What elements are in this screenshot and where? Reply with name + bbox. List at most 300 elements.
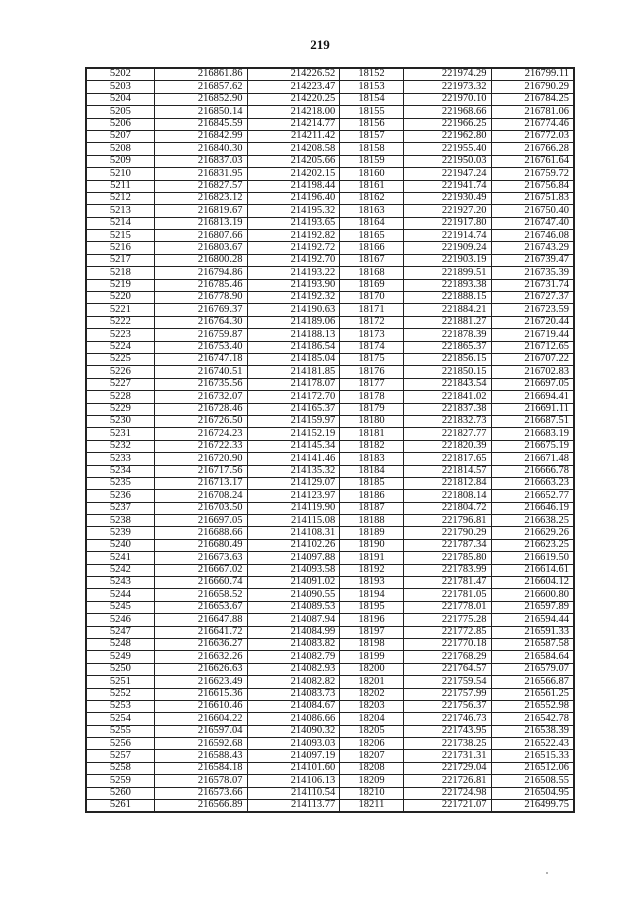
table-row [86,638,574,650]
point-id-a-cell: 5208 [86,143,154,155]
point-id-b-cell: 18182 [340,440,403,452]
y-coordinate-b-cell: 216552.98 [491,700,574,712]
point-id-b-cell: 18202 [340,688,403,700]
x-coordinate-a-cell: 216673.63 [154,552,247,564]
x-coordinate-b-cell: 221772.85 [403,626,491,638]
y-coordinate-a-cell: 214123.97 [247,490,340,502]
x-coordinate-b-cell: 221778.01 [403,601,491,613]
x-coordinate-b-cell: 221775.28 [403,614,491,626]
y-coordinate-b-cell: 216772.03 [491,130,574,142]
x-coordinate-b-cell: 221856.15 [403,353,491,365]
x-coordinate-a-cell: 216726.50 [154,415,247,427]
x-coordinate-b-cell: 221914.74 [403,230,491,242]
point-id-a-cell: 5256 [86,738,154,750]
y-coordinate-b-cell: 216614.61 [491,564,574,576]
y-coordinate-a-cell: 214220.25 [247,93,340,105]
x-coordinate-a-cell: 216647.88 [154,614,247,626]
y-coordinate-b-cell: 216712.65 [491,341,574,353]
y-coordinate-b-cell: 216604.12 [491,577,574,589]
y-coordinate-b-cell: 216538.39 [491,725,574,737]
point-id-b-cell: 18201 [340,676,403,688]
table-row [86,626,574,638]
y-coordinate-a-cell: 214218.00 [247,106,340,118]
x-coordinate-a-cell: 216713.17 [154,477,247,489]
y-coordinate-a-cell: 214082.79 [247,651,340,663]
table-row [86,477,574,489]
table-row [86,242,574,254]
table-row [86,254,574,266]
y-coordinate-b-cell: 216687.51 [491,415,574,427]
y-coordinate-b-cell: 216774.46 [491,118,574,130]
x-coordinate-a-cell: 216831.95 [154,168,247,180]
y-coordinate-b-cell: 216743.29 [491,242,574,254]
x-coordinate-b-cell: 221899.51 [403,267,491,279]
point-id-a-cell: 5253 [86,700,154,712]
table-row [86,738,574,750]
y-coordinate-b-cell: 216623.25 [491,539,574,551]
x-coordinate-b-cell: 221812.84 [403,477,491,489]
table-row [86,217,574,229]
x-coordinate-a-cell: 216728.46 [154,403,247,415]
x-coordinate-b-cell: 221796.81 [403,515,491,527]
x-coordinate-b-cell: 221947.24 [403,168,491,180]
point-id-b-cell: 18195 [340,601,403,613]
y-coordinate-a-cell: 214193.65 [247,217,340,229]
y-coordinate-a-cell: 214141.46 [247,453,340,465]
point-id-b-cell: 18208 [340,762,403,774]
table-row [86,415,574,427]
table-row [86,118,574,130]
y-coordinate-a-cell: 214193.22 [247,267,340,279]
table-row [86,292,574,304]
table-row [86,564,574,576]
point-id-b-cell: 18176 [340,366,403,378]
x-coordinate-b-cell: 221884.21 [403,304,491,316]
y-coordinate-a-cell: 214101.60 [247,762,340,774]
x-coordinate-a-cell: 216724.23 [154,428,247,440]
table-row [86,391,574,403]
point-id-a-cell: 5217 [86,254,154,266]
point-id-b-cell: 18173 [340,329,403,341]
table-row [86,329,574,341]
x-coordinate-b-cell: 221973.32 [403,81,491,93]
point-id-b-cell: 18164 [340,217,403,229]
coordinates-table [85,67,575,813]
x-coordinate-b-cell: 221781.47 [403,577,491,589]
y-coordinate-a-cell: 214091.02 [247,577,340,589]
point-id-b-cell: 18175 [340,353,403,365]
point-id-a-cell: 5204 [86,93,154,105]
x-coordinate-b-cell: 221893.38 [403,279,491,291]
point-id-a-cell: 5238 [86,515,154,527]
y-coordinate-a-cell: 214090.55 [247,589,340,601]
y-coordinate-b-cell: 216735.39 [491,267,574,279]
table-row [86,762,574,774]
x-coordinate-b-cell: 221814.57 [403,465,491,477]
x-coordinate-b-cell: 221962.80 [403,130,491,142]
x-coordinate-a-cell: 216566.89 [154,800,247,813]
point-id-b-cell: 18184 [340,465,403,477]
y-coordinate-b-cell: 216799.11 [491,68,574,81]
y-coordinate-b-cell: 216515.33 [491,750,574,762]
x-coordinate-b-cell: 221729.04 [403,762,491,774]
point-id-b-cell: 18162 [340,192,403,204]
y-coordinate-b-cell: 216504.95 [491,787,574,799]
point-id-b-cell: 18198 [340,638,403,650]
table-row [86,490,574,502]
x-coordinate-a-cell: 216592.68 [154,738,247,750]
point-id-a-cell: 5258 [86,762,154,774]
point-id-a-cell: 5245 [86,601,154,613]
y-coordinate-b-cell: 216697.05 [491,378,574,390]
point-id-b-cell: 18166 [340,242,403,254]
y-coordinate-b-cell: 216638.25 [491,515,574,527]
point-id-b-cell: 18183 [340,453,403,465]
table-row [86,192,574,204]
point-id-a-cell: 5219 [86,279,154,291]
point-id-b-cell: 18157 [340,130,403,142]
y-coordinate-b-cell: 216666.78 [491,465,574,477]
y-coordinate-b-cell: 216675.19 [491,440,574,452]
y-coordinate-a-cell: 214129.07 [247,477,340,489]
x-coordinate-b-cell: 221721.07 [403,800,491,813]
x-coordinate-a-cell: 216597.04 [154,725,247,737]
point-id-b-cell: 18203 [340,700,403,712]
point-id-a-cell: 5212 [86,192,154,204]
point-id-b-cell: 18197 [340,626,403,638]
x-coordinate-a-cell: 216785.46 [154,279,247,291]
x-coordinate-b-cell: 221785.80 [403,552,491,564]
x-coordinate-b-cell: 221941.74 [403,180,491,192]
x-coordinate-a-cell: 216588.43 [154,750,247,762]
x-coordinate-b-cell: 221726.81 [403,775,491,787]
point-id-b-cell: 18199 [340,651,403,663]
x-coordinate-b-cell: 221878.39 [403,329,491,341]
table-row [86,279,574,291]
x-coordinate-a-cell: 216688.66 [154,527,247,539]
y-coordinate-b-cell: 216584.64 [491,651,574,663]
x-coordinate-a-cell: 216658.52 [154,589,247,601]
x-coordinate-b-cell: 221827.77 [403,428,491,440]
x-coordinate-a-cell: 216708.24 [154,490,247,502]
y-coordinate-a-cell: 214093.03 [247,738,340,750]
table-row [86,180,574,192]
x-coordinate-a-cell: 216623.49 [154,676,247,688]
y-coordinate-a-cell: 214083.82 [247,638,340,650]
y-coordinate-b-cell: 216739.47 [491,254,574,266]
y-coordinate-a-cell: 214188.13 [247,329,340,341]
x-coordinate-a-cell: 216819.67 [154,205,247,217]
point-id-a-cell: 5205 [86,106,154,118]
point-id-a-cell: 5249 [86,651,154,663]
x-coordinate-a-cell: 216667.02 [154,564,247,576]
point-id-b-cell: 18155 [340,106,403,118]
x-coordinate-b-cell: 221917.80 [403,217,491,229]
x-coordinate-a-cell: 216573.66 [154,787,247,799]
table-row [86,316,574,328]
x-coordinate-b-cell: 221781.05 [403,589,491,601]
point-id-a-cell: 5260 [86,787,154,799]
point-id-a-cell: 5250 [86,663,154,675]
point-id-a-cell: 5202 [86,68,154,81]
y-coordinate-a-cell: 214108.31 [247,527,340,539]
x-coordinate-a-cell: 216584.18 [154,762,247,774]
x-coordinate-b-cell: 221888.15 [403,292,491,304]
y-coordinate-b-cell: 216720.44 [491,316,574,328]
point-id-a-cell: 5243 [86,577,154,589]
x-coordinate-b-cell: 221909.24 [403,242,491,254]
point-id-b-cell: 18177 [340,378,403,390]
y-coordinate-b-cell: 216594.44 [491,614,574,626]
point-id-b-cell: 18159 [340,155,403,167]
point-id-b-cell: 18154 [340,93,403,105]
point-id-a-cell: 5221 [86,304,154,316]
y-coordinate-b-cell: 216702.83 [491,366,574,378]
table-row [86,155,574,167]
y-coordinate-b-cell: 216790.29 [491,81,574,93]
x-coordinate-a-cell: 216604.22 [154,713,247,725]
point-id-b-cell: 18185 [340,477,403,489]
point-id-b-cell: 18169 [340,279,403,291]
y-coordinate-a-cell: 214193.90 [247,279,340,291]
x-coordinate-a-cell: 216794.86 [154,267,247,279]
table-row [86,106,574,118]
point-id-b-cell: 18200 [340,663,403,675]
y-coordinate-a-cell: 214192.82 [247,230,340,242]
point-id-a-cell: 5214 [86,217,154,229]
y-coordinate-b-cell: 216629.26 [491,527,574,539]
table-row [86,614,574,626]
table-row [86,378,574,390]
x-coordinate-a-cell: 216850.14 [154,106,247,118]
x-coordinate-a-cell: 216697.05 [154,515,247,527]
point-id-b-cell: 18172 [340,316,403,328]
table-row [86,775,574,787]
x-coordinate-b-cell: 221850.15 [403,366,491,378]
table-row [86,713,574,725]
y-coordinate-a-cell: 214110.54 [247,787,340,799]
y-coordinate-b-cell: 216512.06 [491,762,574,774]
x-coordinate-a-cell: 216632.26 [154,651,247,663]
x-coordinate-b-cell: 221759.54 [403,676,491,688]
x-coordinate-a-cell: 216735.56 [154,378,247,390]
x-coordinate-b-cell: 221724.98 [403,787,491,799]
point-id-b-cell: 18168 [340,267,403,279]
x-coordinate-b-cell: 221832.73 [403,415,491,427]
y-coordinate-b-cell: 216761.64 [491,155,574,167]
point-id-b-cell: 18194 [340,589,403,601]
point-id-a-cell: 5215 [86,230,154,242]
y-coordinate-a-cell: 214119.90 [247,502,340,514]
x-coordinate-a-cell: 216720.90 [154,453,247,465]
y-coordinate-a-cell: 214097.88 [247,552,340,564]
y-coordinate-a-cell: 214097.19 [247,750,340,762]
y-coordinate-b-cell: 216499.75 [491,800,574,813]
table-row [86,453,574,465]
x-coordinate-b-cell: 221865.37 [403,341,491,353]
y-coordinate-a-cell: 214083.73 [247,688,340,700]
y-coordinate-b-cell: 216619.50 [491,552,574,564]
y-coordinate-b-cell: 216766.28 [491,143,574,155]
y-coordinate-a-cell: 214084.99 [247,626,340,638]
table-row [86,750,574,762]
point-id-a-cell: 5259 [86,775,154,787]
y-coordinate-a-cell: 214084.67 [247,700,340,712]
y-coordinate-a-cell: 214211.42 [247,130,340,142]
x-coordinate-b-cell: 221783.99 [403,564,491,576]
x-coordinate-b-cell: 221731.31 [403,750,491,762]
point-id-a-cell: 5247 [86,626,154,638]
x-coordinate-b-cell: 221756.37 [403,700,491,712]
table-row [86,428,574,440]
y-coordinate-a-cell: 214115.08 [247,515,340,527]
point-id-a-cell: 5242 [86,564,154,576]
table-row [86,663,574,675]
y-coordinate-a-cell: 214205.66 [247,155,340,167]
y-coordinate-b-cell: 216719.44 [491,329,574,341]
x-coordinate-b-cell: 221930.49 [403,192,491,204]
point-id-a-cell: 5213 [86,205,154,217]
point-id-a-cell: 5261 [86,800,154,813]
point-id-b-cell: 18187 [340,502,403,514]
point-id-a-cell: 5257 [86,750,154,762]
x-coordinate-b-cell: 221968.66 [403,106,491,118]
table-row [86,725,574,737]
table-row [86,230,574,242]
x-coordinate-b-cell: 221903.19 [403,254,491,266]
point-id-b-cell: 18196 [340,614,403,626]
table-row [86,143,574,155]
x-coordinate-a-cell: 216823.12 [154,192,247,204]
point-id-a-cell: 5223 [86,329,154,341]
point-id-b-cell: 18165 [340,230,403,242]
table-row [86,787,574,799]
table-row [86,676,574,688]
y-coordinate-b-cell: 216663.23 [491,477,574,489]
y-coordinate-b-cell: 216561.25 [491,688,574,700]
y-coordinate-b-cell: 216566.87 [491,676,574,688]
point-id-a-cell: 5237 [86,502,154,514]
x-coordinate-a-cell: 216764.30 [154,316,247,328]
point-id-b-cell: 18179 [340,403,403,415]
point-id-b-cell: 18210 [340,787,403,799]
y-coordinate-a-cell: 214198.44 [247,180,340,192]
x-coordinate-a-cell: 216732.07 [154,391,247,403]
y-coordinate-a-cell: 214226.52 [247,68,340,81]
y-coordinate-b-cell: 216723.59 [491,304,574,316]
x-coordinate-b-cell: 221950.03 [403,155,491,167]
x-coordinate-b-cell: 221770.18 [403,638,491,650]
y-coordinate-a-cell: 214086.66 [247,713,340,725]
point-id-b-cell: 18186 [340,490,403,502]
y-coordinate-a-cell: 214181.85 [247,366,340,378]
y-coordinate-a-cell: 214087.94 [247,614,340,626]
y-coordinate-a-cell: 214159.97 [247,415,340,427]
point-id-a-cell: 5209 [86,155,154,167]
point-id-b-cell: 18161 [340,180,403,192]
x-coordinate-b-cell: 221955.40 [403,143,491,155]
y-coordinate-a-cell: 214178.07 [247,378,340,390]
x-coordinate-a-cell: 216636.27 [154,638,247,650]
point-id-a-cell: 5251 [86,676,154,688]
point-id-a-cell: 5229 [86,403,154,415]
y-coordinate-a-cell: 214192.32 [247,292,340,304]
x-coordinate-a-cell: 216852.90 [154,93,247,105]
y-coordinate-b-cell: 216759.72 [491,168,574,180]
table-row [86,267,574,279]
table-row [86,552,574,564]
point-id-a-cell: 5228 [86,391,154,403]
x-coordinate-a-cell: 216641.72 [154,626,247,638]
x-coordinate-a-cell: 216578.07 [154,775,247,787]
x-coordinate-a-cell: 216653.67 [154,601,247,613]
y-coordinate-a-cell: 214185.04 [247,353,340,365]
y-coordinate-a-cell: 214145.34 [247,440,340,452]
x-coordinate-a-cell: 216861.86 [154,68,247,81]
x-coordinate-b-cell: 221746.73 [403,713,491,725]
point-id-b-cell: 18180 [340,415,403,427]
point-id-a-cell: 5252 [86,688,154,700]
x-coordinate-a-cell: 216759.87 [154,329,247,341]
x-coordinate-a-cell: 216680.49 [154,539,247,551]
x-coordinate-b-cell: 221764.57 [403,663,491,675]
y-coordinate-b-cell: 216694.41 [491,391,574,403]
y-coordinate-a-cell: 214192.72 [247,242,340,254]
y-coordinate-a-cell: 214190.63 [247,304,340,316]
y-coordinate-b-cell: 216600.80 [491,589,574,601]
point-id-b-cell: 18193 [340,577,403,589]
point-id-b-cell: 18207 [340,750,403,762]
table-row [86,700,574,712]
table-row [86,589,574,601]
table-row [86,130,574,142]
point-id-a-cell: 5254 [86,713,154,725]
point-id-a-cell: 5225 [86,353,154,365]
x-coordinate-a-cell: 216807.66 [154,230,247,242]
y-coordinate-a-cell: 214186.54 [247,341,340,353]
x-coordinate-a-cell: 216703.50 [154,502,247,514]
point-id-a-cell: 5226 [86,366,154,378]
x-coordinate-b-cell: 221820.39 [403,440,491,452]
y-coordinate-b-cell: 216746.08 [491,230,574,242]
point-id-a-cell: 5206 [86,118,154,130]
point-id-b-cell: 18189 [340,527,403,539]
table-row [86,651,574,663]
point-id-a-cell: 5246 [86,614,154,626]
x-coordinate-a-cell: 216857.62 [154,81,247,93]
x-coordinate-b-cell: 221841.02 [403,391,491,403]
y-coordinate-b-cell: 216747.40 [491,217,574,229]
y-coordinate-a-cell: 214089.53 [247,601,340,613]
point-id-b-cell: 18152 [340,68,403,81]
y-coordinate-a-cell: 214102.26 [247,539,340,551]
point-id-b-cell: 18163 [340,205,403,217]
x-coordinate-b-cell: 221837.38 [403,403,491,415]
y-coordinate-b-cell: 216597.89 [491,601,574,613]
point-id-a-cell: 5255 [86,725,154,737]
y-coordinate-a-cell: 214208.58 [247,143,340,155]
x-coordinate-a-cell: 216840.30 [154,143,247,155]
table-row [86,304,574,316]
point-id-b-cell: 18204 [340,713,403,725]
x-coordinate-a-cell: 216769.37 [154,304,247,316]
point-id-b-cell: 18206 [340,738,403,750]
point-id-b-cell: 18170 [340,292,403,304]
y-coordinate-b-cell: 216579.07 [491,663,574,675]
table-row [86,800,574,813]
x-coordinate-b-cell: 221808.14 [403,490,491,502]
point-id-b-cell: 18191 [340,552,403,564]
